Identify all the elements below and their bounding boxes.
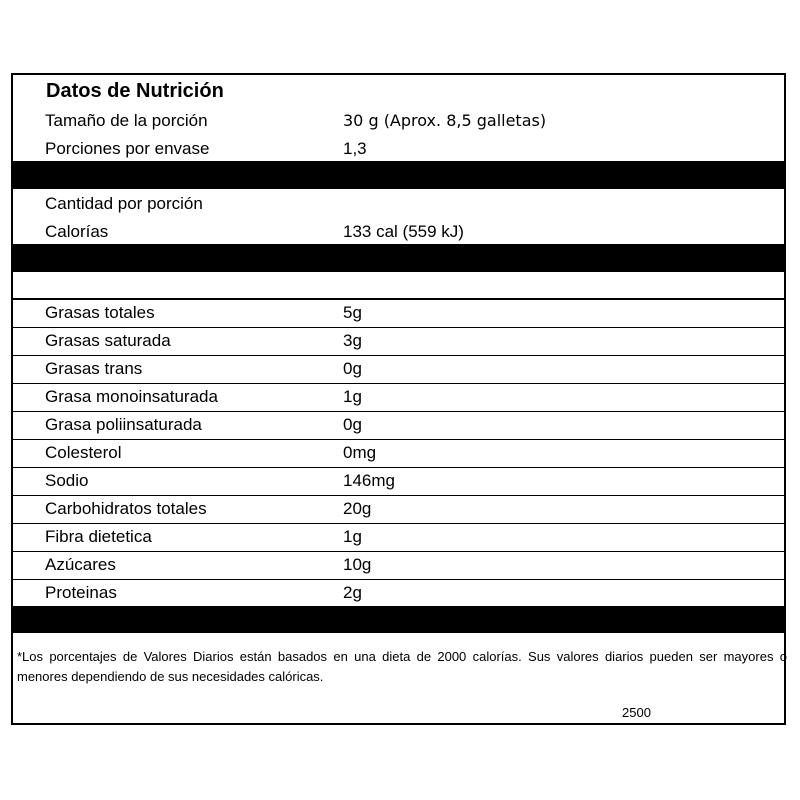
amount-per-serving-label: Cantidad por porción (45, 194, 203, 213)
nutrient-value: 0g (343, 359, 362, 378)
nutrient-label: Grasas totales (45, 303, 155, 322)
nutrient-label: Fibra dietetica (45, 527, 152, 546)
nutrient-row (13, 299, 784, 328)
thick-divider-2 (13, 244, 784, 271)
nutrient-label: Grasa poliinsaturada (45, 415, 202, 434)
serving-size-value: 30 g (Aprox. 8,5 galletas) (343, 111, 547, 130)
nutrient-value: 10g (343, 555, 372, 574)
nutrition-facts-panel (11, 73, 786, 725)
nutrient-label: Grasas trans (45, 359, 143, 378)
nutrient-value: 0g (343, 415, 362, 434)
serving-size-row (13, 107, 784, 135)
daily-value-footnote: *Los porcentajes de Valores Diarios están basados en una dieta de 2000 calorías. Sus valores diarios pueden ser mayores o menores dependiendo de sus necesidades calóricas. (17, 649, 787, 684)
nutrition-title: Datos de Nutrición (46, 80, 224, 102)
nutrient-label: Carbohidratos totales (45, 499, 207, 518)
thick-divider-1 (13, 161, 784, 189)
thick-divider-3 (13, 606, 784, 633)
nutrient-label: Grasa monoinsaturada (45, 387, 218, 406)
nutrient-label: Sodio (45, 471, 89, 490)
nutrient-value: 2g (343, 583, 362, 602)
servings-per-container-row (13, 135, 784, 163)
nutrient-row (13, 495, 784, 524)
nutrient-value: 146mg (343, 471, 395, 490)
amount-per-serving-row (13, 190, 784, 218)
empty-row (13, 271, 784, 299)
nutrient-value: 0mg (343, 443, 377, 462)
nutrient-row (13, 551, 784, 580)
nutrient-value: 3g (343, 331, 362, 350)
nutrient-label: Colesterol (45, 443, 122, 462)
nutrient-label: Azúcares (45, 555, 116, 574)
nutrient-label: Proteinas (45, 583, 117, 602)
calories-label: Calorías (45, 222, 109, 241)
nutrient-value: 1g (343, 387, 362, 406)
nutrient-row (13, 439, 784, 468)
nutrient-row (13, 467, 784, 496)
nutrient-row (13, 523, 784, 552)
nutrient-row (13, 411, 784, 440)
servings-per-container-value: 1,3 (343, 139, 367, 158)
nutrient-row (13, 579, 784, 608)
calories-value: 133 cal (559 kJ) (343, 222, 464, 241)
calories-row (13, 218, 784, 246)
servings-per-container-label: Porciones por envase (45, 139, 210, 158)
nutrient-row (13, 383, 784, 412)
nutrient-value: 5g (343, 303, 362, 322)
nutrient-value: 1g (343, 527, 362, 546)
nutrient-row (13, 355, 784, 384)
footnote-value: 2500 (622, 705, 651, 720)
nutrient-value: 20g (343, 499, 372, 518)
nutrient-label: Grasas saturada (45, 331, 171, 350)
serving-size-label: Tamaño de la porción (45, 111, 208, 130)
nutrient-row (13, 327, 784, 356)
